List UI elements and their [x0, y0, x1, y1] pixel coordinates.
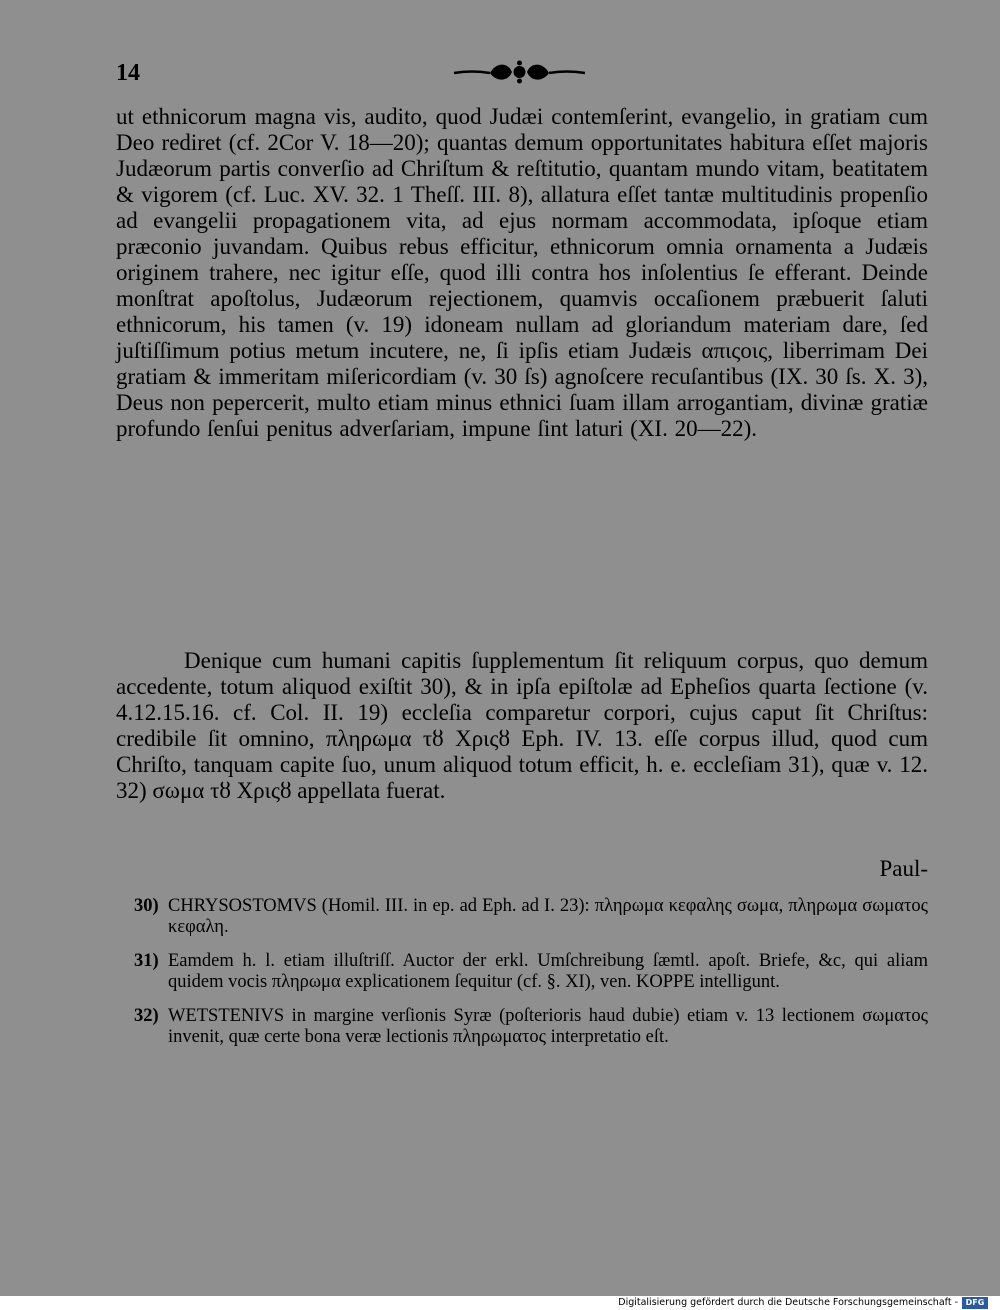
footnote-text: Eamdem h. l. etiam illuſtriſſ. Auctor der erkl. Umſchreibung ſæmtl. apoſt. Briefe, &c, qui aliam quidem vocis πληρωμα explicationem ſequitur (cf. §. XI), ven. KOPPE intelligunt.: [168, 951, 928, 992]
digitization-credit: Digitalisierung gefördert durch die Deutsche Forschungsgemeinschaft -: [618, 1297, 958, 1308]
footnote-number: 31): [134, 951, 159, 971]
body-paragraph-1: ut ethnicorum magna vis, audito, quod Judæi contemſerint, evangelio, in gratiam cum Deo rediret (cf. 2Cor V. 18—20); quantas demum opportunitates habitura eſſet majoris Judæorum partis converſio ad Chriſtum & reſtitutio, quantam mundo vitam, beatitatem & vigorem (cf. Luc. XV. 32. 1 Theſſ. III. 8), allatura eſſet tantæ multitudinis propenſio ad evangelii propagationem vita, ad ejus normam accommodata, ipſoque etiam præconio juvandam. Quibus rebus efficitur, ethnicorum omnia ornamenta a Judæis originem trahere, nec igitur eſſe, quod illi contra hos inſolentius ſe efferant. Deinde monſtrat apoſtolus, Judæorum rejectionem, quamvis occaſionem præbuerit ſaluti ethnicorum, his tamen (v. 19) idoneam nullam ad gloriandum materiam dare, ſed juſtiſſimum potius metum incutere, ne, ſi ipſis etiam Judæis απιςοις, liberrimam Dei gratiam & immeritam miſericordiam (v. 30 ſs) agnoſcere recuſantibus (IX. 30 ſs. X. 3), Deus non pepercerit, multo etiam minus ethnici ſuam illam arrogantiam, divinæ gratiæ profundo ſenſui penitus adverſariam, impune ſint laturi (XI. 20—22).: [116, 104, 928, 441]
body-paragraph-2: Denique cum humani capitis ſupplementum ſit reliquum corpus, quo demum accedente, totum aliquod exiſtit 30), & in ipſa epiſtolæ ad Epheſios quarta ſectione (v. 4.12.15.16. cf. Col. II. 19) eccleſia comparetur corpori, cujus caput ſit Chriſtus: credibile ſit omnino, πληρωμα τȣ Χριςȣ Eph. IV. 13. eſſe corpus illud, quod cum Chriſto, tanquam capite ſuo, unum aliquod totum efficit, h. e. eccleſiam 31), quæ v. 12. 32) σωμα τȣ Χριςȣ appellata fuerat.: [116, 648, 928, 803]
ornament-icon: [452, 58, 587, 86]
footnote-text: WETSTENIVS in margine verſionis Syræ (poſterioris haud dubie) etiam v. 13 lectionem σωματος invenit, quæ certe bona veræ lectionis πληρωματος interpretatio eſt.: [168, 1006, 928, 1047]
footnote-text: CHRYSOSTOMVS (Homil. III. in ep. ad Eph. ad I. 23): πληρωμα κεφαλης σωμα, πληρωμα σωματος κεφαλη.: [168, 896, 928, 937]
footnote: [116, 896, 928, 938]
catchword: Paul-: [879, 856, 928, 881]
footnote: [116, 1006, 928, 1048]
footnote: [116, 951, 928, 993]
page-number: 14: [116, 60, 140, 86]
footnote-number: 32): [134, 1006, 159, 1026]
footnotes: [116, 896, 928, 1061]
dfg-logo: DFG: [962, 1297, 988, 1309]
footnote-number: 30): [134, 896, 159, 916]
